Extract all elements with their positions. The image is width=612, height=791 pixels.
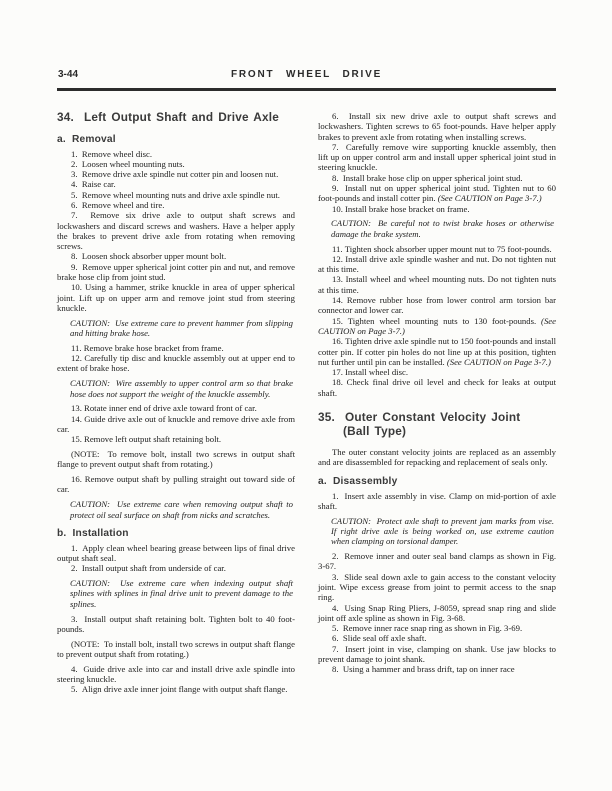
header-rule — [57, 88, 556, 91]
section-heading: 35. Outer Constant Velocity Joint (Ball Type) — [318, 410, 521, 438]
step-paragraph: 15. Remove left output shaft retaining bolt. — [71, 434, 222, 445]
left-column — [57, 111, 295, 695]
step-paragraph: 10. Using a hammer, strike knuckle in area of upper spherical joint. Lift up on upper arm and remove joint stud from steering knuckle. — [57, 282, 295, 313]
see-caution-reference: (See CAUTION on Page 3-7.) — [446, 356, 551, 367]
step-paragraph: 4. Raise car. — [71, 179, 116, 190]
step-paragraph: 16. Tighten drive axle spindle nut to 150 foot-pounds and install cotter pin. If cotter pin holes do not line up at this position, tighten nut further until pin can be installed. (See CAUTION on Page 3-7.) — [318, 336, 556, 367]
caution-paragraph: CAUTION: Use extreme care when indexing output shaft splines with splines in final drive unit to prevent damage to the splines. — [70, 578, 293, 609]
step-paragraph: 1. Insert axle assembly in vise. Clamp on mid-portion of axle shaft. — [318, 490, 556, 511]
step-paragraph: 7. Remove six drive axle to output shaft screws and lockwashers and discard screws and washers. Have a helper apply the brakes to prevent drive axle from rotating when removing screws. — [57, 210, 295, 252]
step-paragraph: 2. Remove inner and outer seal band clamps as shown in Fig. 3-67. — [318, 551, 556, 572]
step-paragraph: 8. Using a hammer and brass drift, tap on inner race — [332, 664, 515, 675]
step-paragraph: 13. Install wheel and wheel mounting nuts. Do not tighten nuts at this time. — [318, 274, 556, 295]
right-column — [318, 111, 556, 695]
step-paragraph: 7. Carefully remove wire supporting knuckle assembly, then lift up on upper control arm and install upper spherical joint stud in steering knuckle. — [318, 141, 556, 173]
body-paragraph: The outer constant velocity joints are replaced as an assembly and are disassembled for repacking and replacement of seals only. — [318, 447, 556, 468]
step-paragraph: 3. Remove drive axle spindle nut cotter pin and loosen nut. — [71, 169, 279, 180]
page-content — [57, 69, 556, 695]
step-paragraph: 7. Insert joint in vise, clamping on shank. Use jaw blocks to prevent damage to joint shank. — [318, 643, 556, 665]
section-heading-line2: (Ball Type) — [343, 423, 407, 438]
caution-paragraph: CAUTION: Be careful not to twist brake hoses or otherwise damage the brake system. — [331, 218, 554, 239]
step-paragraph: 5. Align drive axle inner joint flange with output shaft flange. — [71, 684, 288, 695]
step-paragraph: 10. Install brake hose bracket on frame. — [332, 203, 470, 214]
caution-paragraph: CAUTION: Use extreme care to prevent hammer from slipping and hitting brake hose. — [70, 317, 293, 339]
step-paragraph: 2. Install output shaft from underside of car. — [71, 563, 226, 574]
subsection-heading: a. Disassembly — [318, 475, 398, 487]
step-paragraph: 4. Guide drive axle into car and install drive axle spindle into steering knuckle. — [57, 663, 295, 685]
step-paragraph: 5. Remove wheel mounting nuts and drive axle spindle nut. — [71, 189, 280, 200]
step-paragraph: 1. Remove wheel disc. — [71, 148, 153, 159]
note-paragraph: (NOTE: To install bolt, install two screws in output shaft flange to prevent output shaft from rotating.) — [57, 638, 295, 659]
step-paragraph: 3. Slide seal down axle to gain access to the constant velocity joint. Wipe excess grease from joint to permit access to the snap ring. — [318, 571, 556, 603]
two-column-body — [57, 111, 556, 695]
step-paragraph: 14. Remove rubber hose from lower control arm torsion bar connector and lower car. — [318, 295, 556, 316]
caution-paragraph: CAUTION: Use extreme care when removing output shaft to protect oil seal surface on shaft from nicks and scratches. — [70, 499, 293, 520]
step-paragraph: 12. Carefully tip disc and knuckle assembly out at upper end to extent of brake hose. — [57, 353, 295, 374]
step-paragraph: 4. Using Snap Ring Pliers, J-8059, spread snap ring and slide joint off axle spline as shown in Fig. 3-68. — [318, 602, 556, 623]
section-heading: 34. Left Output Shaft and Drive Axle — [57, 110, 279, 124]
see-caution-reference: (See CAUTION on Page 3-7.) — [437, 193, 542, 204]
step-paragraph: 14. Guide drive axle out of knuckle and remove drive axle from car. — [57, 413, 295, 434]
caution-paragraph: CAUTION: Protect axle shaft to prevent jam marks from vise. If right drive axle is being worked on, use extreme caution when clamping on torsional damper. — [331, 515, 554, 547]
step-paragraph: 11. Remove brake hose bracket from frame. — [71, 342, 224, 353]
subsection-heading: b. Installation — [57, 527, 129, 539]
step-paragraph: 18. Check final drive oil level and check for leaks at output shaft. — [318, 377, 556, 398]
step-paragraph: 17. Install wheel disc. — [332, 367, 408, 378]
step-paragraph: 9. Install nut on upper spherical joint stud. Tighten nut to 60 foot-pounds and install cotter pin. (See CAUTION on Page 3-7.) — [318, 183, 556, 204]
note-paragraph: (NOTE: To remove bolt, install two screws in output shaft flange to prevent output shaft from rotating.) — [57, 449, 295, 470]
step-paragraph: 8. Loosen shock absorber upper mount bolt. — [71, 251, 227, 262]
running-title: FRONT WHEEL DRIVE — [230, 69, 383, 80]
step-paragraph: 3. Install output shaft retaining bolt. Tighten bolt to 40 foot-pounds. — [57, 613, 295, 634]
caution-paragraph: CAUTION: Wire assembly to upper control arm so that brake hose does not support the weight of the knuckle assembly. — [70, 378, 293, 399]
step-paragraph: 6. Slide seal off axle shaft. — [332, 633, 427, 644]
step-paragraph: 15. Tighten wheel mounting nuts to 130 foot-pounds. (See CAUTION on Page 3-7.) — [318, 315, 556, 336]
step-paragraph: 16. Remove output shaft by pulling straight out toward side of car. — [57, 474, 295, 495]
see-caution-reference: (See CAUTION on Page 3-7.) — [318, 315, 556, 336]
step-paragraph: 11. Tighten shock absorber upper mount nut to 75 foot-pounds. — [332, 243, 552, 254]
step-paragraph: 6. Remove wheel and tire. — [71, 199, 165, 210]
step-paragraph: 5. Remove inner race snap ring as shown in Fig. 3-69. — [332, 623, 523, 634]
step-paragraph: 12. Install drive axle spindle washer and nut. Do not tighten nut at this time. — [318, 253, 556, 275]
step-paragraph: 1. Apply clean wheel bearing grease between lips of final drive output shaft seal. — [57, 542, 295, 564]
subsection-heading: a. Removal — [57, 133, 116, 145]
step-paragraph: 13. Rotate inner end of drive axle toward front of car. — [71, 403, 257, 414]
page-number: 3-44 — [58, 69, 79, 80]
step-paragraph: 9. Remove upper spherical joint cotter pin and nut, and remove brake hose clip from joint stud. — [57, 261, 295, 283]
step-paragraph: 6. Install six new drive axle to output shaft screws and lockwashers. Tighten screws to 65 foot-pounds. Have helper apply brakes to prevent axle from rotating when installing screws. — [318, 111, 556, 142]
step-paragraph: 8. Install brake hose clip on upper spherical joint stud. — [332, 172, 523, 183]
step-paragraph: 2. Loosen wheel mounting nuts. — [71, 158, 185, 169]
page-header — [57, 69, 556, 84]
